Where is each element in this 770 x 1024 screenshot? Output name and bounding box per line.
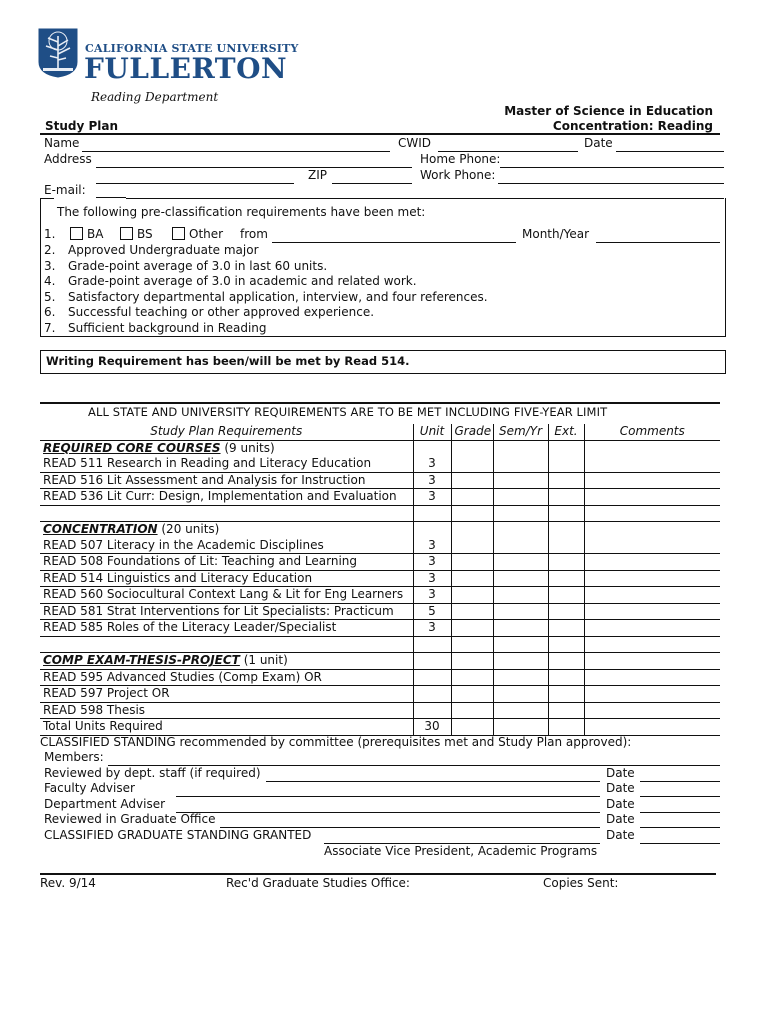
concentration-section-title: CONCENTRATION xyxy=(43,522,158,537)
unit-cell: 3 xyxy=(413,472,451,489)
ext-cell[interactable] xyxy=(548,620,584,637)
comments-cell[interactable] xyxy=(584,440,720,456)
course-cell: READ 511 Research in Reading and Literacy Education xyxy=(40,456,413,472)
preclass-item1-num: 1. xyxy=(44,227,56,241)
unit-cell: 3 xyxy=(413,456,451,472)
bs-checkbox[interactable] xyxy=(120,227,133,240)
ext-cell[interactable] xyxy=(548,522,584,538)
ext-cell[interactable]: Ext. xyxy=(548,424,584,440)
date-field[interactable] xyxy=(640,827,720,828)
grade-cell[interactable] xyxy=(451,653,493,670)
program-title: Master of Science in Education xyxy=(504,104,713,118)
address-label: Address xyxy=(44,152,92,166)
comments-cell[interactable] xyxy=(584,636,720,653)
blank-row xyxy=(40,505,720,522)
course-cell: READ 595 Advanced Studies (Comp Exam) OR xyxy=(40,669,413,686)
unit-cell: 5 xyxy=(413,603,451,620)
course-cell: READ 597 Project OR xyxy=(40,686,413,703)
unit-cell xyxy=(413,702,451,719)
grade-cell[interactable] xyxy=(451,472,493,489)
table-row xyxy=(40,587,720,604)
name-field[interactable] xyxy=(82,151,390,152)
table-row xyxy=(40,686,720,703)
date-field[interactable] xyxy=(616,151,724,152)
option-other[interactable]: Other xyxy=(172,227,223,241)
unit-cell xyxy=(413,669,451,686)
comments-cell[interactable] xyxy=(584,472,720,489)
unit-cell: 3 xyxy=(413,538,451,554)
sem-yr-cell[interactable] xyxy=(493,440,548,456)
received-label: Rec'd Graduate Studies Office: xyxy=(226,876,410,890)
course-cell: READ 585 Roles of the Literacy Leader/Specialist xyxy=(40,620,413,637)
preclass-item-num: 4. xyxy=(44,274,56,288)
sem-yr-cell[interactable] xyxy=(493,554,548,571)
sem-yr-cell[interactable] xyxy=(493,489,548,506)
concentration-section-units: (20 units) xyxy=(157,522,220,537)
ext-cell[interactable] xyxy=(548,472,584,489)
course-cell: READ 581 Strat Interventions for Lit Specialists: Practicum xyxy=(40,603,413,620)
comments-cell[interactable] xyxy=(584,538,720,554)
comments-cell[interactable] xyxy=(584,669,720,686)
sem-yr-cell[interactable] xyxy=(493,636,548,653)
from-label: from xyxy=(240,227,268,241)
comp-section-title: COMP EXAM-THESIS-PROJECT xyxy=(43,653,240,668)
preclass-item-text: Successful teaching or other approved experience. xyxy=(68,305,375,319)
ext-cell[interactable] xyxy=(548,456,584,472)
zip-label: ZIP xyxy=(308,168,327,182)
ext-cell[interactable] xyxy=(548,440,584,456)
faculty-adviser-label: Faculty Adviser xyxy=(44,781,135,795)
table-row xyxy=(40,554,720,571)
members-label: Members: xyxy=(44,750,104,764)
table-row xyxy=(40,620,720,637)
home-phone-label: Home Phone: xyxy=(420,152,501,166)
unit-cell xyxy=(413,686,451,703)
unit-cell: 3 xyxy=(413,587,451,604)
grade-cell[interactable]: Grade xyxy=(451,424,493,440)
course-cell: READ 598 Thesis xyxy=(40,702,413,719)
course-cell xyxy=(40,636,413,653)
sem-yr-cell[interactable] xyxy=(493,456,548,472)
preclass-item-text: Grade-point average of 3.0 in last 60 units. xyxy=(68,258,328,273)
comments-cell[interactable] xyxy=(584,522,720,538)
comments-cell[interactable]: Comments xyxy=(584,424,720,440)
sem-yr-cell[interactable] xyxy=(493,472,548,489)
requirements-banner: ALL STATE AND UNIVERSITY REQUIREMENTS ARE TO BE MET INCLUDING FIVE-YEAR LIMIT xyxy=(88,405,608,419)
grade-cell[interactable] xyxy=(451,570,493,587)
course-cell: READ 536 Lit Curr: Design, Implementation and Evaluation xyxy=(40,489,413,506)
table-row xyxy=(40,538,720,554)
unit-cell xyxy=(413,440,451,456)
ext-cell[interactable] xyxy=(548,719,584,736)
preclass-item-num: 3. xyxy=(44,258,56,273)
sem-yr-cell[interactable] xyxy=(493,669,548,686)
unit-cell xyxy=(413,522,451,538)
work-phone-label: Work Phone: xyxy=(420,168,496,182)
preclass-item-text: Approved Undergraduate major xyxy=(68,243,259,257)
ext-cell[interactable] xyxy=(548,505,584,522)
grade-cell[interactable] xyxy=(451,636,493,653)
option-ba[interactable]: BA xyxy=(70,227,103,241)
avp-label: Associate Vice President, Academic Programs xyxy=(324,844,598,858)
sem-yr-cell[interactable] xyxy=(493,653,548,670)
dept-adviser-label: Department Adviser xyxy=(44,797,166,811)
grade-cell[interactable] xyxy=(451,505,493,522)
date-label: Date xyxy=(606,812,635,826)
university-name-line2: FULLERTON xyxy=(84,52,288,85)
preclass-item-text: Grade-point average of 3.0 in academic and related work. xyxy=(68,274,417,288)
section-core xyxy=(40,440,720,456)
comments-cell[interactable] xyxy=(584,702,720,719)
unit-cell: 3 xyxy=(413,620,451,637)
sem-yr-cell[interactable] xyxy=(493,587,548,604)
copies-sent-label: Copies Sent: xyxy=(543,876,619,890)
date-label: Date xyxy=(606,828,635,842)
table-row xyxy=(40,570,720,587)
preclass-item-text: Satisfactory departmental application, interview, and four references. xyxy=(68,289,488,304)
unit-cell xyxy=(413,636,451,653)
comments-cell[interactable] xyxy=(584,719,720,736)
department-name: Reading Department xyxy=(91,90,219,104)
ext-cell[interactable] xyxy=(548,554,584,571)
comments-cell[interactable] xyxy=(584,505,720,522)
reviewed-staff-label: Reviewed by dept. staff (if required) xyxy=(44,766,261,780)
name-label: Name xyxy=(44,136,80,150)
ext-cell[interactable] xyxy=(548,669,584,686)
ext-cell[interactable] xyxy=(548,686,584,703)
ext-cell[interactable] xyxy=(548,653,584,670)
ext-cell[interactable] xyxy=(548,570,584,587)
table-row xyxy=(40,603,720,620)
requirements-table xyxy=(40,424,720,736)
granted-label: CLASSIFIED GRADUATE STANDING GRANTED xyxy=(44,828,312,842)
course-cell: Study Plan Requirements xyxy=(40,424,413,440)
classified-intro: CLASSIFIED STANDING recommended by committee (prerequisites met and Study Plan approved): xyxy=(40,735,632,749)
unit-cell xyxy=(413,653,451,670)
revision-label: Rev. 9/14 xyxy=(40,876,96,890)
form-title: Study Plan xyxy=(45,119,119,133)
preclass-item-num: 7. xyxy=(44,320,56,335)
home-phone-field[interactable] xyxy=(500,167,724,168)
sem-yr-cell[interactable] xyxy=(493,570,548,587)
course-cell: READ 508 Foundations of Lit: Teaching and Learning xyxy=(40,554,413,571)
writing-requirement-text: Writing Requirement has been/will be met by Read 514. xyxy=(46,354,410,368)
section-concentration xyxy=(40,522,720,538)
grade-cell[interactable] xyxy=(451,719,493,736)
unit-cell: 30 xyxy=(413,719,451,736)
table-header-row xyxy=(40,424,720,440)
date-label: Date xyxy=(606,797,635,811)
reviewed-staff-field[interactable] xyxy=(266,781,600,782)
ba-checkbox[interactable] xyxy=(70,227,83,240)
preclass-intro: The following pre-classification requirements have been met: xyxy=(57,205,426,219)
comments-cell[interactable] xyxy=(584,620,720,637)
address-line2-field[interactable] xyxy=(96,183,294,184)
dept-adviser-field[interactable] xyxy=(176,812,600,813)
unit-cell: 3 xyxy=(413,570,451,587)
course-cell: Total Units Required xyxy=(40,719,413,736)
course-cell xyxy=(40,522,413,538)
course-cell xyxy=(40,440,413,456)
table-row xyxy=(40,702,720,719)
work-phone-field[interactable] xyxy=(498,183,724,184)
total-row xyxy=(40,719,720,736)
comments-cell[interactable] xyxy=(584,603,720,620)
ext-cell[interactable] xyxy=(548,702,584,719)
date-label: Date xyxy=(606,766,635,780)
month-year-label: Month/Year xyxy=(522,227,590,241)
option-bs[interactable]: BS xyxy=(120,227,153,241)
ext-cell[interactable] xyxy=(548,636,584,653)
sem-yr-cell[interactable] xyxy=(493,620,548,637)
blank-row xyxy=(40,636,720,653)
grade-cell[interactable] xyxy=(451,489,493,506)
preclass-item-text: Sufficient background in Reading xyxy=(68,320,267,335)
date-field[interactable] xyxy=(640,796,720,797)
address-field[interactable] xyxy=(96,167,412,168)
core-section-title: REQUIRED CORE COURSES xyxy=(43,440,221,455)
course-cell xyxy=(40,653,413,670)
sem-yr-cell[interactable] xyxy=(493,702,548,719)
grade-cell[interactable] xyxy=(451,603,493,620)
other-checkbox[interactable] xyxy=(172,227,185,240)
course-cell: READ 560 Sociocultural Context Lang & Lit for Eng Learners xyxy=(40,587,413,604)
comments-cell[interactable] xyxy=(584,686,720,703)
unit-cell: 3 xyxy=(413,489,451,506)
date-field[interactable] xyxy=(640,812,720,813)
course-cell: READ 514 Linguistics and Literacy Education xyxy=(40,570,413,587)
sem-yr-cell[interactable] xyxy=(493,505,548,522)
grade-cell[interactable] xyxy=(451,686,493,703)
core-section-units: (9 units) xyxy=(220,440,275,455)
preclass-item-num: 2. xyxy=(44,243,56,257)
grade-cell[interactable] xyxy=(451,620,493,637)
date-field[interactable] xyxy=(640,781,720,782)
table-row xyxy=(40,456,720,472)
grade-cell[interactable] xyxy=(451,456,493,472)
comments-cell[interactable] xyxy=(584,653,720,670)
month-year-field[interactable] xyxy=(596,242,720,243)
cwid-label: CWID xyxy=(398,136,432,150)
unit-cell: 3 xyxy=(413,554,451,571)
ext-cell[interactable] xyxy=(548,489,584,506)
grade-cell[interactable] xyxy=(451,522,493,538)
ext-cell[interactable] xyxy=(548,603,584,620)
grade-cell[interactable] xyxy=(451,587,493,604)
university-seal-logo xyxy=(38,28,78,78)
faculty-adviser-field[interactable] xyxy=(176,796,600,797)
table-row xyxy=(40,472,720,489)
section-comp xyxy=(40,653,720,670)
date-label: Date xyxy=(606,781,635,795)
comments-cell[interactable] xyxy=(584,456,720,472)
grade-cell[interactable] xyxy=(451,440,493,456)
sem-yr-cell[interactable] xyxy=(493,603,548,620)
preclass-item-num: 5. xyxy=(44,289,56,304)
sem-yr-cell[interactable] xyxy=(493,719,548,736)
course-cell xyxy=(40,505,413,522)
comments-cell[interactable] xyxy=(584,570,720,587)
program-concentration: Concentration: Reading xyxy=(552,119,713,133)
grade-cell[interactable] xyxy=(451,669,493,686)
comments-cell[interactable] xyxy=(584,554,720,571)
sem-yr-cell[interactable]: Sem/Yr xyxy=(493,424,548,440)
sem-yr-cell[interactable] xyxy=(493,522,548,538)
date-field[interactable] xyxy=(640,843,720,844)
university-name-line1: CALIFORNIA STATE UNIVERSITY xyxy=(85,42,299,55)
unit-cell: Unit xyxy=(413,424,451,440)
grade-cell[interactable] xyxy=(451,702,493,719)
course-cell: READ 516 Lit Assessment and Analysis for Instruction xyxy=(40,472,413,489)
zip-field[interactable] xyxy=(332,183,412,184)
from-field[interactable] xyxy=(272,242,516,243)
ext-cell[interactable] xyxy=(548,587,584,604)
grade-cell[interactable] xyxy=(451,554,493,571)
table-row xyxy=(40,489,720,506)
sem-yr-cell[interactable] xyxy=(493,686,548,703)
comp-section-units: (1 unit) xyxy=(239,653,288,668)
preclass-item-num: 6. xyxy=(44,305,56,319)
comments-cell[interactable] xyxy=(584,489,720,506)
grade-cell[interactable] xyxy=(451,538,493,554)
sem-yr-cell[interactable] xyxy=(493,538,548,554)
reviewed-grad-label: Reviewed in Graduate Office xyxy=(44,812,216,826)
comments-cell[interactable] xyxy=(584,587,720,604)
table-row xyxy=(40,669,720,686)
course-cell: READ 507 Literacy in the Academic Disciplines xyxy=(40,538,413,554)
unit-cell xyxy=(413,505,451,522)
ext-cell[interactable] xyxy=(548,538,584,554)
email-label: E-mail: xyxy=(44,183,86,197)
date-label: Date xyxy=(584,136,613,150)
